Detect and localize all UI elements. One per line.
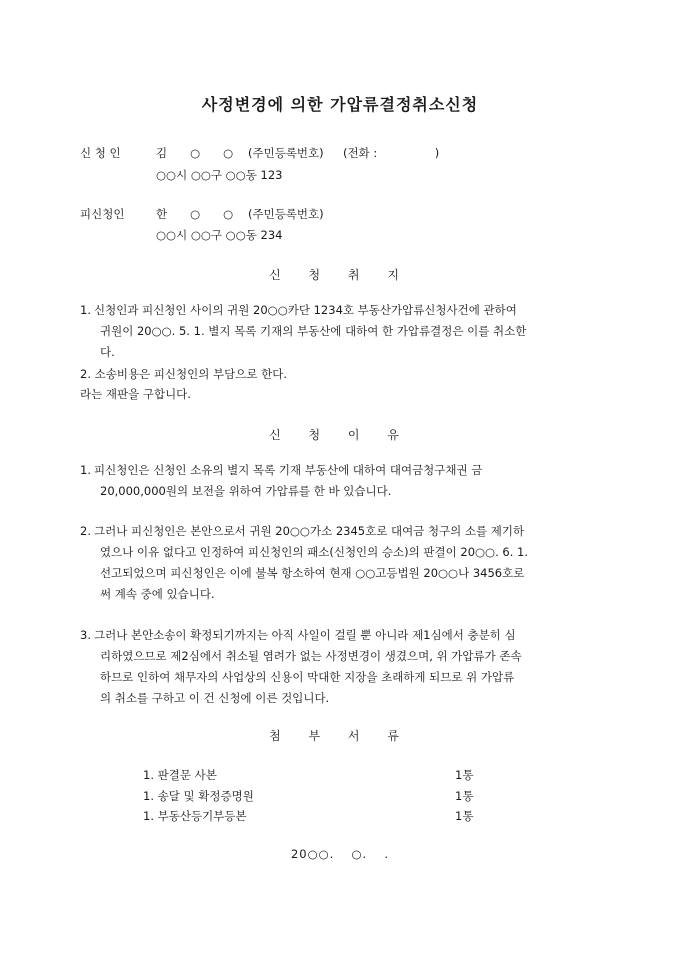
attachment-item-count: 1통 (455, 768, 474, 782)
purpose-item-1-number: 1. (80, 303, 91, 317)
reasons-item-1 (80, 460, 600, 502)
attachment-item-count: 1통 (455, 789, 474, 803)
purpose-closing: 라는 재판을 구합니다. (80, 387, 191, 401)
applicant-id-label: (주민등록번호) (248, 146, 324, 160)
attachments-heading: 첨 부 서 류 (269, 729, 411, 743)
respondent-name: 한 ○ ○ (156, 207, 234, 221)
reasons-item-3-line-4: 의 취소를 구하고 이 건 신청에 이른 것입니다. (100, 691, 330, 705)
respondent-id-label: (주민등록번호) (248, 207, 324, 221)
reasons-item-1-line-2: 20,000,000원의 보전을 위하여 가압류를 한 바 있습니다. (100, 484, 392, 498)
applicant-role: 신 청 인 (80, 146, 121, 160)
purpose-item-2: 2. 소송비용은 피신청인의 부담으로 한다. (80, 367, 287, 381)
attachment-item-label: 1. 판결문 사본 (143, 768, 217, 782)
reasons-item-1-line-1: 피신청인은 신청인 소유의 별지 목록 기재 부동산에 대하여 대여금청구채권 금 (94, 463, 483, 477)
reasons-item-2-number: 2. (80, 524, 91, 538)
attachment-item-count: 1통 (455, 809, 474, 823)
respondent-role: 피신청인 (80, 207, 125, 221)
reasons-item-2 (80, 521, 600, 605)
purpose-heading: 신 청 취 지 (269, 268, 411, 282)
attachment-item-label: 1. 부동산등기부등본 (143, 809, 247, 823)
purpose-item-1-line-1: 신청인과 피신청인 사이의 귀원 20○○카단 1234호 부동산가압류신청사건에 관하여 (94, 303, 517, 317)
reasons-item-3-number: 3. (80, 628, 91, 642)
document-date: 20○○. ○. . (290, 847, 389, 861)
purpose-item-1-line-3: 다. (100, 345, 115, 359)
purpose-item-1-line-2: 귀원이 20○○. 5. 1. 별지 목록 기재의 부동산에 대하여 한 가압류결정은 이를 취소한 (100, 324, 527, 338)
reasons-item-3 (80, 625, 600, 709)
reasons-item-2-line-4: 써 계속 중에 있습니다. (100, 587, 215, 601)
reasons-item-2-line-2: 였으나 이유 없다고 인정하여 피신청인의 패소(신청인의 승소)의 판결이 20○○. 6. 1. (100, 545, 528, 559)
purpose-item-1 (80, 300, 600, 363)
applicant-name: 김 ○ ○ (156, 146, 234, 160)
reasons-heading: 신 청 이 유 (269, 428, 411, 442)
reasons-item-3-line-1: 그러나 본안소송이 확정되기까지는 아직 사일이 걸릴 뿐 아니라 제1심에서 충분히 심 (94, 628, 516, 642)
reasons-item-1-number: 1. (80, 463, 91, 477)
applicant-address: ○○시 ○○구 ○○동 123 (156, 168, 283, 182)
attachment-item-label: 1. 송달 및 확정증명원 (143, 789, 254, 803)
document-title: 사정변경에 의한 가압류결정취소신청 (201, 95, 479, 114)
respondent-address: ○○시 ○○구 ○○동 234 (156, 228, 283, 242)
reasons-item-3-line-2: 리하였으므로 제2심에서 취소될 염려가 없는 사정변경이 생겼으며, 위 가압류가 존속 (100, 649, 522, 663)
applicant-phone-label: (전화 : ) (343, 146, 440, 160)
reasons-item-2-line-3: 선고되었으며 피신청인은 이에 불복 항소하여 현재 ○○고등법원 20○○나 3456호로 (100, 566, 525, 580)
reasons-item-2-line-1: 그러나 피신청인은 본안으로서 귀원 20○○가소 2345호로 대여금 청구의 소를 제기하 (94, 524, 525, 538)
reasons-item-3-line-3: 하므로 인하여 채무자의 사업상의 신용이 막대한 지장을 초래하게 되므로 위 가압류 (100, 670, 515, 684)
